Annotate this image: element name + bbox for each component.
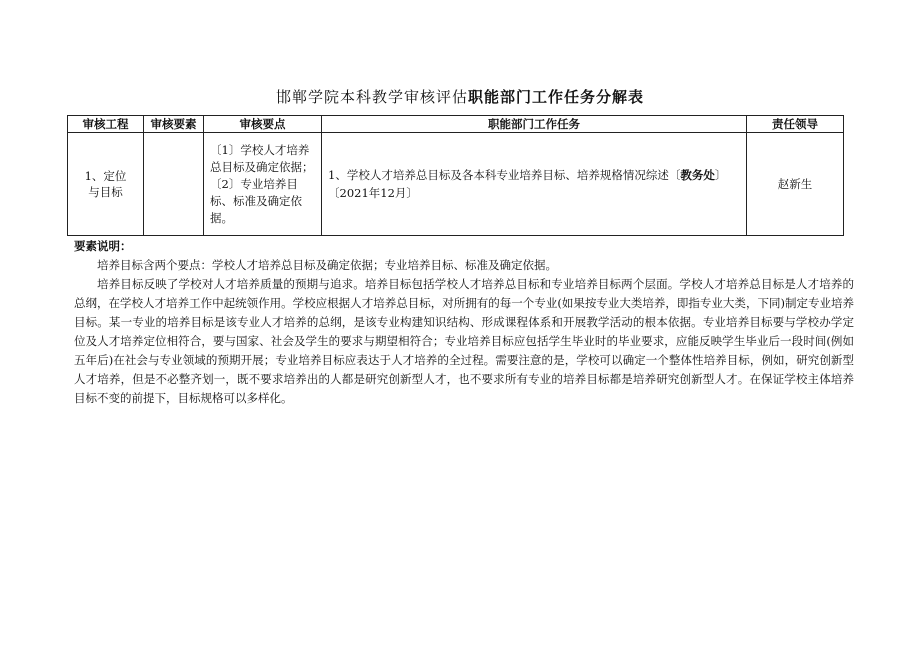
- task-suffix: 〕〔2021年12月〕: [328, 168, 727, 200]
- task-text: [322, 166, 746, 202]
- title-part2: 职能部门工作任务分解表: [468, 88, 645, 106]
- cell-leader: 赵新生: [747, 133, 844, 236]
- task-table: [67, 115, 844, 236]
- header-element: 审核要素: [144, 116, 204, 133]
- header-project: 审核工程: [68, 116, 144, 133]
- task-prefix: 1、学校人才培养总目标及各本科专业培养目标、培养规格情况综述〔: [328, 168, 681, 182]
- header-leader: 责任领导: [747, 116, 844, 133]
- task-dept: 教务处: [680, 168, 715, 182]
- title-part1: 邯郸学院本科教学审核评估: [275, 88, 468, 106]
- project-line1: 1、定位: [84, 169, 127, 183]
- points-text: 〔1〕学校人才培养总目标及确定依据；〔2〕专业培养目标、标准及确定依据。: [210, 142, 314, 225]
- table-row: [68, 133, 844, 236]
- header-points: 审核要点: [204, 116, 322, 133]
- project-line2: 与目标: [88, 185, 123, 199]
- cell-project: [68, 133, 144, 236]
- table-header-row: [68, 116, 844, 133]
- cell-task: [322, 133, 747, 236]
- notes-paragraph-2: 培养目标反映了学校对人才培养质量的预期与追求。培养目标包括学校人才培养总目标和专业培养目标两个层面。学校人才培养总目标是人才培养的总纲，在学校人才培养工作中起统领作用。学校应根据人才培养总目标，对所拥有的每一个专业(如果按专业大类培养，即指专业大类，下同)制定专业培养目标。某一专业的培养目标是该专业人才培养的总纲，是该专业构建知识结构、形成课程体系和开展教学活动的根本依据。专业培养目标要与学校办学定位及人才培养定位相符合，要与国家、社会及学生的要求与期望相符合；专业培养目标应包括学生毕业时的毕业要求，应能反映学生毕业后一段时间(例如五年后)在社会与专业领域的预期开展；专业培养目标应表达于人才培养的全过程。需要注意的是，学校可以确定一个整体性培养目标，例如，研究创新型人才培养，但是不必整齐划一，既不要求培养出的人都是研究创新型人才，也不要求所有专业的培养目标都是培养研究创新型人才。在保证学校主体培养目标不变的前提下，目标规格可以多样化。: [74, 277, 854, 405]
- cell-element: [144, 133, 204, 236]
- page-title: [0, 86, 920, 107]
- notes-paragraph-1: 培养目标含两个要点：学校人才培养总目标及确定依据；专业培养目标、标准及确定依据。: [97, 258, 557, 272]
- notes-body: [74, 256, 854, 408]
- cell-points: [204, 133, 322, 236]
- header-task: 职能部门工作任务: [322, 116, 747, 133]
- notes-title: 要素说明：: [74, 239, 132, 253]
